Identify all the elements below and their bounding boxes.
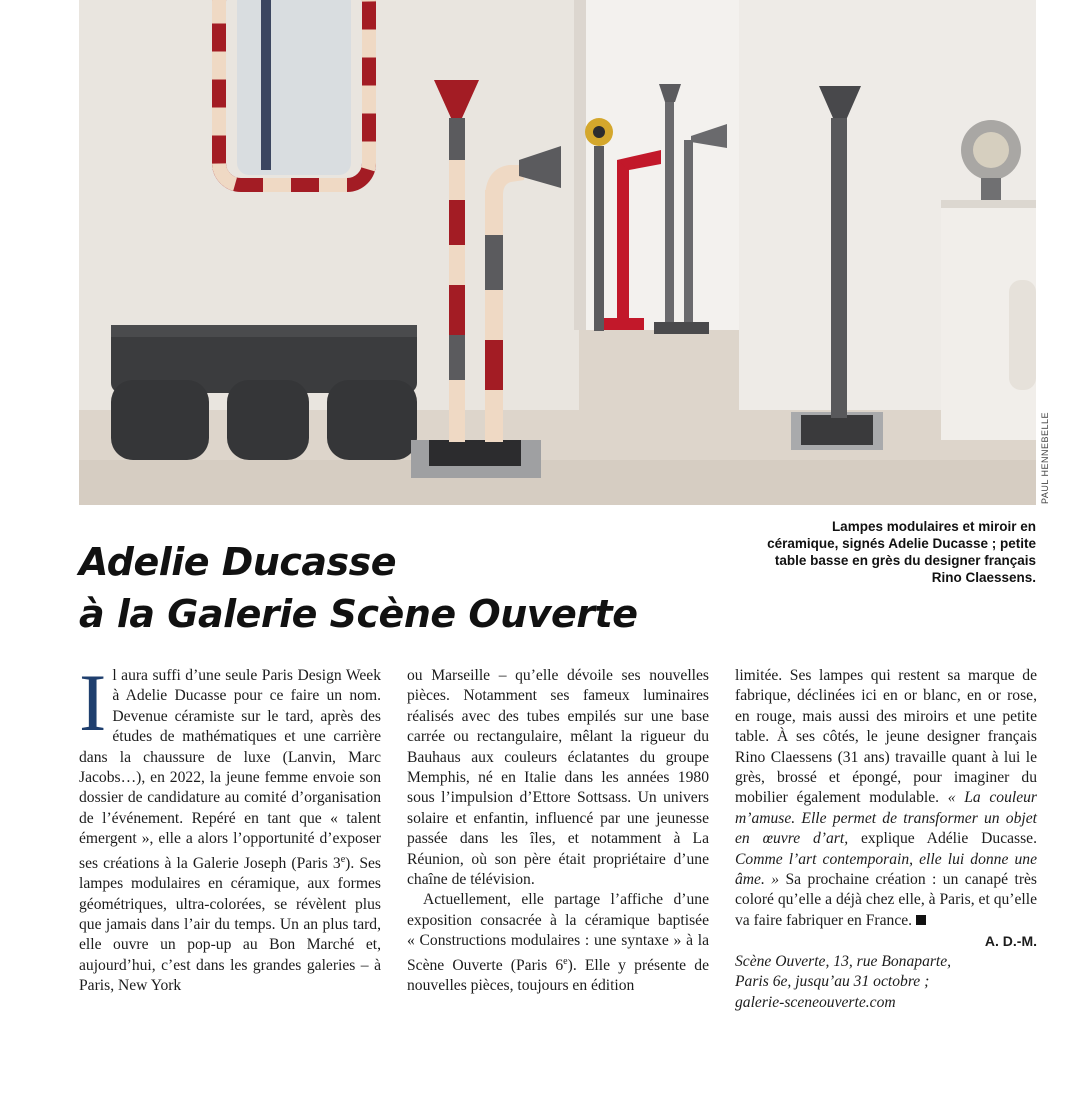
photo-credit: PAUL HENNEBELLE xyxy=(1040,411,1050,504)
exhibition-info xyxy=(735,952,1037,1013)
article-column-3 xyxy=(735,666,1037,1013)
end-of-article-mark xyxy=(916,915,926,925)
paragraph-2-part-1: Actuellement, elle partage l’affiche d’une exposition consacrée à la céramique baptisée « Constructions modulaires : une syntaxe » à la Scène Ouverte (Paris 6e). Elle y présente de nouvelles pièces, toujours en édition xyxy=(407,891,709,995)
article-column-2 xyxy=(407,666,709,997)
info-address: Scène Ouverte, 13, rue Bonaparte, xyxy=(735,952,952,970)
ceramic-mirror xyxy=(219,0,369,185)
paragraph-1-part-2: ou Marseille – qu’elle dévoile ses nouvelles pièces. Notamment ses fameux luminaires réalisés avec des tubes empilés sur une base carrée ou rectangulaire, mêlant la rigueur du Bauhaus aux couleurs éclatantes du groupe Memphis, né en Italie dans les années 1980 sous l’impulsion d’Ettore Sottsass. Un univers solaire et enfantin, influencé par une jeunesse passée dans les îles, et notamment à La Réunion, où son père était propriétaire d’une chaîne de télévision. xyxy=(407,667,709,889)
article-headline xyxy=(79,536,779,640)
author-signature: A. D.-M. xyxy=(984,933,1037,950)
stoneware-coffee-table xyxy=(111,325,417,460)
paragraph-2-part-2: limitée. Ses lampes qui restent sa marque de fabrique, déclinées ici en or blanc, en or rose, en rouge, mais aussi des miroirs et une petite table. À ses côtés, le jeune designer français Rino Claessens (31 ans) travaille quant à lui le grès, brossé et épongé, pour imaginer du mobilier également modulable. « La couleur m’amuse. Elle permet de transformer un objet en œuvre d’art, explique Adélie Ducasse. Comme l’art contemporain, elle lui donne une âme. » Sa prochaine création : un canapé très coloré qu’elle a déjà chez elle, à Paris, et qu’elle va faire fabriquer en France. xyxy=(735,667,1038,929)
article-column-1 xyxy=(79,657,381,997)
headline-line-2: à la Galerie Scène Ouverte xyxy=(79,592,638,636)
closing-sentence: Sa prochaine création : un canapé très coloré qu’elle a déjà chez elle, à Paris, et qu’elle va faire fabriquer en France. xyxy=(735,871,1037,929)
gallery-scene-illustration xyxy=(79,0,1036,505)
quote-part-2: Comme l’art contemporain, elle lui donne une âme. » xyxy=(735,850,1037,889)
paragraph-1-part-1: l aura suffi d’une seule Paris Design Week à Adelie Ducasse pour ce faire un nom. Devenue céramiste sur le tard, après des études de mathématiques et une carrière dans la chaussure de luxe (Lanvin, Marc Jacobs…), en 2022, la jeune femme envoie son dossier de candidature au comité d’organisation de l’événement. Repéré en tant que « talent émergent », elle a alors l’opportunité d’exposer ses créations à la Galerie Joseph (Paris 3e). Ses lampes modulaires en céramique, aux formes géométriques, ultra-colorées, se révèlent plus que jamais dans l’air du temps. Un an plus tard, elle ouvre un pop-up au Bon Marché et, aujourd’hui, c’est dans les grandes galeries – à Paris, New York xyxy=(79,667,381,995)
photo-caption: Lampes modulaires et miroir en céramique, signés Adelie Ducasse ; petite table basse en grès du designer français Rino Claessens. xyxy=(767,519,1036,585)
info-website: galerie-sceneouverte.com xyxy=(735,993,896,1011)
quote-part-1: « La couleur m’amuse. Elle permet de transformer un objet en œuvre d’art, xyxy=(735,789,1038,848)
quote-attribution: explique Adélie Ducasse. xyxy=(848,830,1037,848)
info-dates: Paris 6e, jusqu’au 31 octobre ; xyxy=(735,973,930,991)
article-photo xyxy=(79,0,1036,505)
drop-cap: I xyxy=(79,657,107,748)
headline-line-1: Adelie Ducasse xyxy=(79,540,397,584)
